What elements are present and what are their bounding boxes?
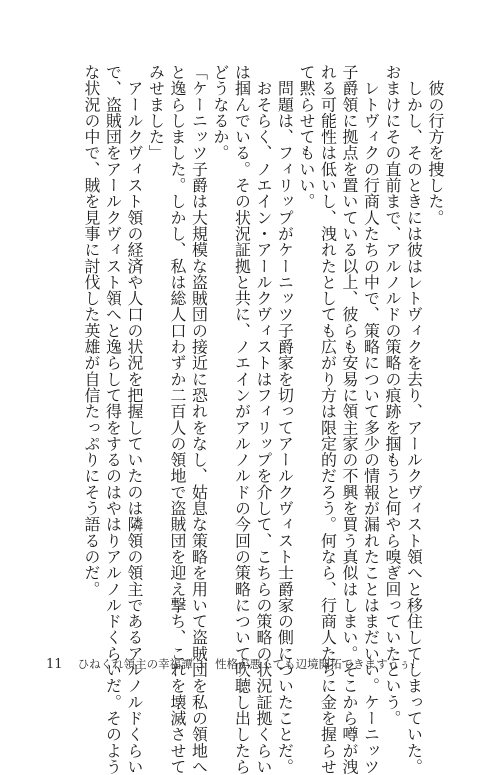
page-number: 11 [46, 657, 63, 672]
text-line: アールクヴィスト領の経済や人口の状況を把握していたのは隣領の領主であるアルノルドくらい [125, 64, 144, 775]
text-line: と逸らしました。しかし、私は総人口わずか二百人の領地で盗賊団を迎え撃ち、これを壊滅させて [168, 64, 187, 775]
text-line: どうなるか。 [211, 64, 230, 161]
text-line: な状況の中で、賊を見事に討伐した英雄が自信たっぷりにそう語るのだ。 [82, 64, 101, 597]
text-line: みせました」 [146, 64, 166, 161]
text-line: は掴んでいる。その状況証拠と共に、ノエインがアルノルドの今回の策略について吹聴し出したら [232, 64, 252, 775]
page-footer [46, 656, 422, 672]
book-title: ひねくれ領主の幸福譚 3 性格が悪くても辺境開拓できますうぅ！ [77, 657, 423, 671]
text-line: 子爵領に拠点を置いている以上、彼らも安易に領主家の不興を買う真似はしまい。そこから噂が洩 [340, 64, 359, 775]
text-line: て黙らせてもいい。 [297, 64, 316, 210]
text-line: レトヴィクの行商人たちの中で、策略について多少の情報が漏れたことはまだいい。ケーニッツ [361, 64, 381, 775]
text-line: おまけにその直前まで、アルノルドの策略の痕跡を掴もうと何やら嗅ぎ回っていたという。 [383, 64, 402, 727]
text-line: れる可能性は低いし、洩れたとしても広がり方は限定的だろう。何なら、行商人たちに金を握らせ [318, 64, 338, 775]
text-line: しかし、そのときには彼はレトヴィクを去り、アールクヴィスト領へと移住してしまっていた。 [404, 64, 424, 775]
text-line: 彼の行方を捜した。 [426, 64, 445, 226]
text-line: 問題は、フィリップがケーニッツ子爵家を切ってアールクヴィスト士爵家の側についたことだ。 [275, 64, 295, 775]
text-line: おそらく、ノエイン・アールクヴィストはフィリップを介して、こちらの策略の状況証拠くらい [254, 64, 273, 775]
text-line: 「ケーニッツ子爵は大規模な盗賊団の接近に恐れをなし、姑息な策略を用いて盗賊団を私の領地へ [189, 64, 209, 775]
text-line: で、盗賊団をアールクヴィスト領へと逸らして得をするのはやはりアルノルドくらいだ。そのよう [103, 64, 123, 775]
